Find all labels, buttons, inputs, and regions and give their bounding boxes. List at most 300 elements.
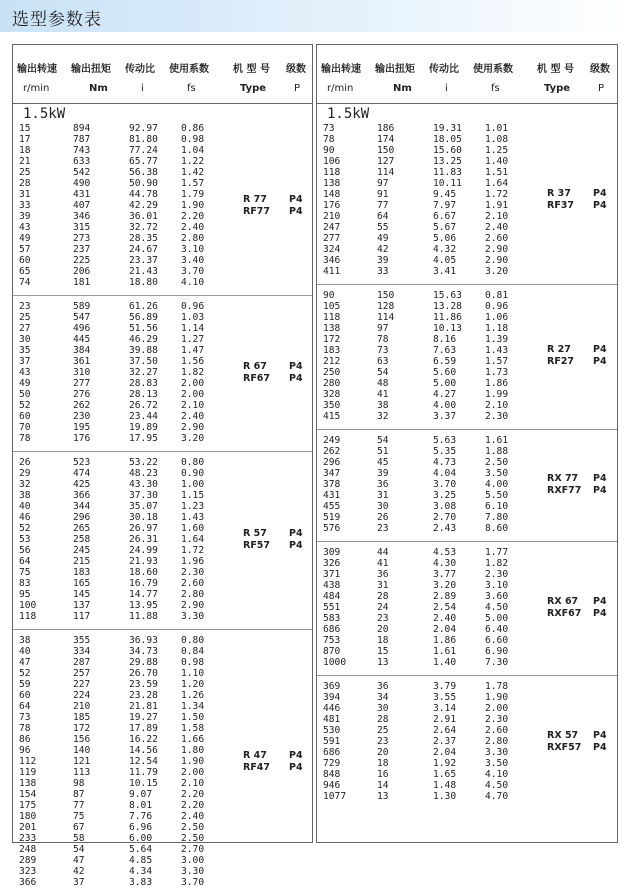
cell-torque: 16 [377,769,389,780]
cell-speed: 29 [19,468,31,479]
table-row [317,512,617,523]
cell-service-factor: 1.82 [485,558,509,569]
cell-speed: 347 [323,468,341,479]
cell-service-factor: 1.77 [485,547,509,558]
table-row [13,822,312,833]
cell-torque: 425 [73,479,91,490]
cell-service-factor: 1.58 [181,723,205,734]
cell-torque: 165 [73,578,91,589]
table-row [317,758,617,769]
table-row [317,558,617,569]
stage-count: P4 [289,360,303,372]
cell-ratio: 23.44 [129,411,158,422]
cell-service-factor: 4.50 [485,780,509,791]
cell-service-factor: 3.60 [485,591,509,602]
cell-service-factor: 4.10 [485,769,509,780]
stage-count: P4 [289,761,303,773]
cell-speed: 60 [19,690,31,701]
cell-speed: 247 [323,222,341,233]
cell-ratio: 6.59 [433,356,457,367]
cell-ratio: 10.15 [129,778,158,789]
power-label: 1.5kW [327,106,370,122]
cell-service-factor: 3.40 [181,255,205,266]
cell-ratio: 56.89 [129,312,158,323]
cell-speed: 18 [19,145,31,156]
cell-service-factor: 1.56 [181,356,205,367]
table-row [13,222,312,233]
model-type: RX 67 [547,595,579,607]
cell-torque: 185 [73,712,91,723]
cell-speed: 105 [323,301,341,312]
cell-service-factor: 0.86 [181,123,205,134]
cell-torque: 496 [73,323,91,334]
table-row [317,457,617,468]
cell-ratio: 3.41 [433,266,457,277]
cell-torque: 137 [73,600,91,611]
table-row [317,167,617,178]
cell-speed: 31 [19,189,31,200]
cell-torque: 23 [377,523,389,534]
cell-torque: 310 [73,367,91,378]
cell-speed: 138 [19,778,37,789]
cell-ratio: 11.83 [433,167,462,178]
cell-speed: 172 [323,334,341,345]
cell-ratio: 48.23 [129,468,158,479]
cell-torque: 97 [377,323,389,334]
cell-torque: 55 [377,222,389,233]
cell-ratio: 4.27 [433,389,457,400]
cell-service-factor: 0.98 [181,657,205,668]
cell-torque: 48 [377,378,389,389]
cell-speed: 60 [19,255,31,266]
cell-speed: 38 [19,490,31,501]
cell-ratio: 36.01 [129,211,158,222]
stage-count: P4 [593,741,607,753]
cell-speed: 50 [19,389,31,400]
header-stages: 级数 [286,64,306,75]
cell-service-factor: 2.10 [181,778,205,789]
cell-speed: 249 [323,435,341,446]
model-type: RF37 [547,200,575,211]
table-row [317,580,617,591]
cell-torque: 206 [73,266,91,277]
cell-torque: 296 [73,512,91,523]
cell-speed: 28 [19,178,31,189]
cell-service-factor: 6.40 [485,624,509,635]
cell-speed: 37 [19,356,31,367]
cell-speed: 438 [323,580,341,591]
cell-torque: 87 [73,789,85,800]
cell-ratio: 2.40 [433,613,457,624]
cell-service-factor: 1.80 [181,745,205,756]
cell-service-factor: 2.20 [181,211,205,222]
cell-speed: 248 [19,844,37,855]
cell-ratio: 2.43 [433,523,457,534]
cell-speed: 60 [19,411,31,422]
cell-ratio: 37.30 [129,490,158,501]
cell-ratio: 21.93 [129,556,158,567]
cell-ratio: 1.86 [433,635,457,646]
cell-torque: 407 [73,200,91,211]
cell-speed: 176 [323,200,341,211]
cell-torque: 44 [377,547,389,558]
cell-ratio: 2.04 [433,624,457,635]
table-row [317,189,617,200]
table-row [317,290,617,301]
cell-service-factor: 1.88 [485,446,509,457]
unit-ratio: i [445,83,448,94]
cell-service-factor: 2.60 [181,578,205,589]
cell-torque: 15 [377,646,389,657]
cell-torque: 38 [377,400,389,411]
table-row [13,646,312,657]
table-group [13,451,312,630]
cell-speed: 870 [323,646,341,657]
cell-service-factor: 1.90 [181,200,205,211]
table-row [13,600,312,611]
header-model: 机 型 号 [537,64,574,75]
cell-service-factor: 1.64 [485,178,509,189]
table-group [317,541,617,676]
cell-service-factor: 1.08 [485,134,509,145]
cell-service-factor: 1.57 [181,178,205,189]
table-row [317,145,617,156]
cell-torque: 589 [73,301,91,312]
cell-service-factor: 0.96 [485,301,509,312]
cell-service-factor: 2.00 [485,703,509,714]
cell-torque: 114 [377,312,395,323]
cell-ratio: 32.72 [129,222,158,233]
table-row [317,446,617,457]
cell-torque: 474 [73,468,91,479]
cell-speed: 21 [19,156,31,167]
cell-torque: 54 [377,367,389,378]
cell-speed: 25 [19,312,31,323]
table-row [13,701,312,712]
table-row [13,266,312,277]
cell-torque: 276 [73,389,91,400]
cell-torque: 64 [377,211,389,222]
cell-ratio: 3.77 [433,569,457,580]
cell-service-factor: 2.90 [181,600,205,611]
cell-ratio: 44.78 [129,189,158,200]
cell-torque: 431 [73,189,91,200]
cell-service-factor: 1.40 [485,156,509,167]
cell-service-factor: 7.80 [485,512,509,523]
header-ratio: 传动比 [429,64,459,75]
cell-torque: 54 [377,435,389,446]
cell-service-factor: 3.30 [181,866,205,877]
table-row [13,855,312,866]
cell-ratio: 43.30 [129,479,158,490]
table-row [317,681,617,692]
table-row [317,692,617,703]
table-row [317,411,617,422]
cell-ratio: 26.31 [129,534,158,545]
cell-torque: 67 [73,822,85,833]
cell-torque: 36 [377,569,389,580]
cell-speed: 47 [19,657,31,668]
cell-torque: 237 [73,244,91,255]
cell-ratio: 50.90 [129,178,158,189]
cell-ratio: 19.27 [129,712,158,723]
cell-ratio: 92.97 [129,123,158,134]
cell-service-factor: 1.06 [485,312,509,323]
stage-count: P4 [289,527,303,539]
cell-service-factor: 4.70 [485,791,509,802]
cell-service-factor: 1.14 [181,323,205,334]
cell-torque: 227 [73,679,91,690]
model-type: RX 57 [547,729,579,741]
model-type: R 57 [243,527,267,539]
cell-speed: 112 [19,756,37,767]
table-row [13,723,312,734]
cell-torque: 277 [73,378,91,389]
cell-service-factor: 2.50 [181,822,205,833]
cell-speed: 371 [323,569,341,580]
cell-ratio: 61.26 [129,301,158,312]
cell-speed: 262 [323,446,341,457]
model-type: R 37 [547,188,571,199]
cell-speed: 411 [323,266,341,277]
cell-speed: 591 [323,736,341,747]
table-row [317,389,617,400]
cell-ratio: 7.97 [433,200,457,211]
cell-speed: 118 [323,312,341,323]
cell-service-factor: 4.50 [485,602,509,613]
unit-ratio: i [141,83,144,94]
cell-ratio: 65.77 [129,156,158,167]
cell-speed: 280 [323,378,341,389]
table-row [317,378,617,389]
cell-service-factor: 1.03 [181,312,205,323]
table-row [13,523,312,534]
cell-ratio: 32.27 [129,367,158,378]
cell-service-factor: 1.10 [181,668,205,679]
cell-service-factor: 1.57 [485,356,509,367]
stage-count: P4 [289,205,303,217]
cell-torque: 230 [73,411,91,422]
table-group [13,103,312,296]
cell-ratio: 18.60 [129,567,158,578]
cell-ratio: 10.13 [433,323,462,334]
table-row [13,323,312,334]
cell-torque: 245 [73,545,91,556]
cell-ratio: 2.64 [433,725,457,736]
model-type: R 77 [243,193,267,205]
cell-ratio: 8.16 [433,334,457,345]
table-row [13,778,312,789]
unit-model: Type [240,83,267,94]
unit-torque: Nm [89,83,108,94]
cell-torque: 287 [73,657,91,668]
cell-speed: 49 [19,233,31,244]
cell-speed: 43 [19,367,31,378]
cell-service-factor: 2.40 [181,811,205,822]
cell-torque: 547 [73,312,91,323]
table-row [13,479,312,490]
cell-ratio: 5.35 [433,446,457,457]
cell-speed: 1077 [323,791,347,802]
cell-service-factor: 1.91 [485,200,509,211]
cell-service-factor: 2.30 [485,714,509,725]
cell-speed: 43 [19,222,31,233]
cell-ratio: 28.83 [129,378,158,389]
stage-count: P4 [289,372,303,384]
cell-service-factor: 2.90 [485,244,509,255]
cell-service-factor: 2.10 [485,211,509,222]
cell-torque: 150 [377,145,395,156]
cell-speed: 431 [323,490,341,501]
cell-speed: 138 [323,323,341,334]
table-row [13,244,312,255]
table-row [13,745,312,756]
cell-ratio: 4.85 [129,855,153,866]
cell-service-factor: 1.51 [485,167,509,178]
cell-speed: 583 [323,613,341,624]
cell-service-factor: 2.10 [485,400,509,411]
cell-service-factor: 3.70 [181,877,205,888]
cell-ratio: 21.43 [129,266,158,277]
cell-service-factor: 6.60 [485,635,509,646]
cell-speed: 23 [19,301,31,312]
cell-speed: 118 [323,167,341,178]
cell-speed: 73 [19,712,31,723]
cell-ratio: 4.53 [433,547,457,558]
cell-torque: 210 [73,701,91,712]
table-row [317,501,617,512]
cell-torque: 121 [73,756,91,767]
cell-speed: 415 [323,411,341,422]
cell-ratio: 3.08 [433,501,457,512]
model-type: R 67 [243,360,267,372]
cell-torque: 117 [73,611,91,622]
cell-ratio: 26.97 [129,523,158,534]
cell-speed: 56 [19,545,31,556]
cell-ratio: 18.80 [129,277,158,288]
cell-service-factor: 1.39 [485,334,509,345]
table-row [13,123,312,134]
cell-torque: 346 [73,211,91,222]
cell-ratio: 28.35 [129,233,158,244]
cell-torque: 51 [377,446,389,457]
unit-service-factor: fs [187,83,196,94]
cell-torque: 215 [73,556,91,567]
cell-speed: 119 [19,767,37,778]
cell-ratio: 3.14 [433,703,457,714]
table-row [317,345,617,356]
table-row [13,811,312,822]
cell-service-factor: 1.64 [181,534,205,545]
header-torque: 输出扭矩 [375,64,415,75]
cell-service-factor: 0.80 [181,635,205,646]
cell-torque: 37 [73,877,85,888]
cell-torque: 31 [377,490,389,501]
unit-torque: Nm [393,83,412,94]
cell-ratio: 16.22 [129,734,158,745]
cell-ratio: 13.95 [129,600,158,611]
cell-speed: 32 [19,479,31,490]
cell-speed: 46 [19,512,31,523]
cell-ratio: 11.86 [433,312,462,323]
cell-ratio: 5.63 [433,435,457,446]
stage-count: P4 [289,193,303,205]
cell-ratio: 37.50 [129,356,158,367]
cell-ratio: 17.89 [129,723,158,734]
cell-service-factor: 1.86 [485,378,509,389]
cell-speed: 576 [323,523,341,534]
cell-torque: 13 [377,657,389,668]
cell-ratio: 3.55 [433,692,457,703]
cell-service-factor: 2.90 [181,422,205,433]
cell-ratio: 17.95 [129,433,158,444]
cell-service-factor: 7.30 [485,657,509,668]
cell-ratio: 6.00 [129,833,153,844]
model-type: RXF77 [547,484,582,496]
cell-torque: 787 [73,134,91,145]
cell-ratio: 12.54 [129,756,158,767]
cell-ratio: 23.37 [129,255,158,266]
table-row [317,657,617,668]
cell-ratio: 29.88 [129,657,158,668]
table-row [13,712,312,723]
stage-count: P4 [593,472,607,484]
cell-ratio: 46.29 [129,334,158,345]
cell-service-factor: 1.15 [181,490,205,501]
table-row [317,400,617,411]
cell-ratio: 7.76 [129,811,153,822]
cell-speed: 212 [323,356,341,367]
cell-torque: 39 [377,468,389,479]
table-row [13,501,312,512]
table-row [13,490,312,501]
cell-torque: 41 [377,558,389,569]
cell-speed: 78 [19,723,31,734]
cell-ratio: 19.31 [433,123,462,134]
cell-service-factor: 0.98 [181,134,205,145]
table-group [317,429,617,542]
table-row [13,611,312,622]
cell-ratio: 81.80 [129,134,158,145]
cell-speed: 366 [19,877,37,888]
cell-service-factor: 2.30 [485,411,509,422]
cell-service-factor: 1.61 [485,435,509,446]
cell-service-factor: 1.43 [485,345,509,356]
cell-torque: 75 [73,811,85,822]
cell-torque: 490 [73,178,91,189]
table-row [317,703,617,714]
cell-service-factor: 1.79 [181,189,205,200]
cell-torque: 97 [377,178,389,189]
cell-ratio: 8.01 [129,800,153,811]
cell-ratio: 1.40 [433,657,457,668]
cell-torque: 176 [73,433,91,444]
cell-speed: 49 [19,378,31,389]
cell-ratio: 42.29 [129,200,158,211]
cell-service-factor: 1.90 [485,692,509,703]
cell-torque: 33 [377,266,389,277]
cell-ratio: 11.88 [129,611,158,622]
cell-speed: 946 [323,780,341,791]
cell-torque: 58 [73,833,85,844]
header-service-factor: 使用系数 [169,64,209,75]
unit-speed: r/min [23,83,50,94]
cell-torque: 18 [377,635,389,646]
table-group [13,295,312,452]
cell-torque: 78 [377,334,389,345]
model-type: RF67 [243,372,271,384]
cell-speed: 328 [323,389,341,400]
